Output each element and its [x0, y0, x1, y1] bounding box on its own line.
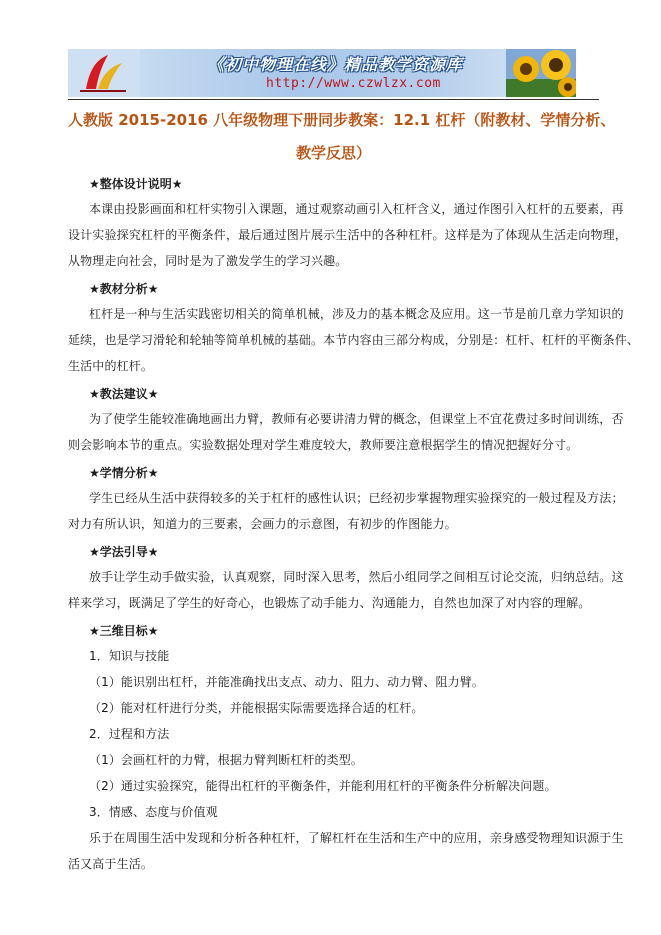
section-paragraph-teaching: [68, 406, 624, 458]
objective-item: （2）能对杠杆进行分类，并能根据实际需要选择合适的杠杆。: [89, 701, 424, 715]
objective-item: 1．知识与技能: [89, 649, 170, 663]
text-line: 则会影响本节的重点。实验数据处理对学生难度较大，教师要注意根据学生的情况把握好分寸。: [68, 438, 579, 452]
section-paragraph-students: [68, 485, 624, 537]
text-line: 从物理走向社会，同时是为了激发学生的学习兴趣。: [68, 254, 348, 268]
text-line: 为了使学生能较准确地画出力臂，教师有必要讲清力臂的概念，但课堂上不宜花费过多时间训练，否: [89, 412, 624, 426]
section-heading-objectives: ★三维目标★: [89, 624, 159, 638]
text-line: 杠杆是一种与生活实践密切相关的简单机械，涉及力的基本概念及应用。这一节是前几章力学知识的: [89, 307, 624, 321]
section-paragraph-textbook: [68, 301, 640, 379]
section-heading-teaching: ★教法建议★: [89, 387, 159, 401]
text-line: 样来学习，既满足了学生的好奇心，也锻炼了动手能力、沟通能力，自然也加深了对内容的理解。: [68, 596, 591, 610]
section-heading-methods: ★学法引导★: [89, 545, 159, 559]
objective-item: （2）通过实验探究，能得出杠杆的平衡条件，并能利用杠杆的平衡条件分析解决问题。: [89, 779, 557, 793]
text-line: 活又高于生活。: [68, 857, 154, 871]
text-line: 设计实验探究杠杆的平衡条件，最后通过图片展示生活中的各种杠杆。这样是为了体现从生活走向物理，: [68, 228, 627, 242]
objective-item: （1）能识别出杠杆，并能准确找出支点、动力、阻力、动力臂、阻力臂。: [89, 675, 484, 689]
text-line: 生活中的杠杆。: [68, 359, 154, 373]
site-logo-icon: [68, 49, 140, 97]
section-heading-design: ★整体设计说明★: [89, 177, 183, 191]
section-heading-students: ★学情分析★: [89, 466, 159, 480]
sunflower-icon: [506, 49, 576, 97]
document-body: [68, 172, 640, 877]
section-paragraph-design: [68, 196, 627, 274]
text-line: 本课由投影画面和杠杆实物引入课题，通过观察动画引入杠杆含义，通过作图引入杠杆的五要素，再: [89, 202, 624, 216]
objective-item: 2．过程和方法: [89, 727, 170, 741]
objective-item: （1）会画杠杆的力臂，根据力臂判断杠杆的类型。: [89, 753, 363, 767]
text-line: 对力有所认识，知道力的三要素，会画力的示意图，有初步的作图能力。: [68, 517, 457, 531]
header-banner: [68, 49, 576, 97]
text-line: 学生已经从生活中获得较多的关于杠杆的感性认识；已经初步掌握物理实验探究的一般过程及方法；: [89, 491, 624, 505]
title-line-2: 教学反思）: [295, 144, 371, 162]
text-line: 延续，也是学习滑轮和轮轴等简单机械的基础。本节内容由三部分构成，分别是：杠杆、杠杆的平衡条件、: [68, 333, 640, 347]
banner-url-link[interactable]: http://www.czwlzx.com: [266, 76, 441, 91]
objective-item: 3．情感、态度与价值观: [89, 805, 218, 819]
document-title: [68, 104, 616, 170]
objective-closing-paragraph: [68, 825, 624, 877]
section-heading-textbook: ★教材分析★: [89, 282, 159, 296]
title-line-1: 人教版 2015-2016 八年级物理下册同步教案：12.1 杠杆（附教材、学情分析、: [68, 111, 616, 129]
text-line: 乐于在周围生活中发现和分析各种杠杆，了解杠杆在生活和生产中的应用，亲身感受物理知识源于生: [89, 831, 624, 845]
section-paragraph-methods: [68, 564, 624, 616]
text-line: 放手让学生动手做实验，认真观察，同时深入思考，然后小组同学之间相互讨论交流，归纳总结。这: [89, 570, 624, 584]
header-divider: [68, 99, 599, 100]
banner-title: 《初中物理在线》精品教学资源库: [208, 55, 464, 74]
